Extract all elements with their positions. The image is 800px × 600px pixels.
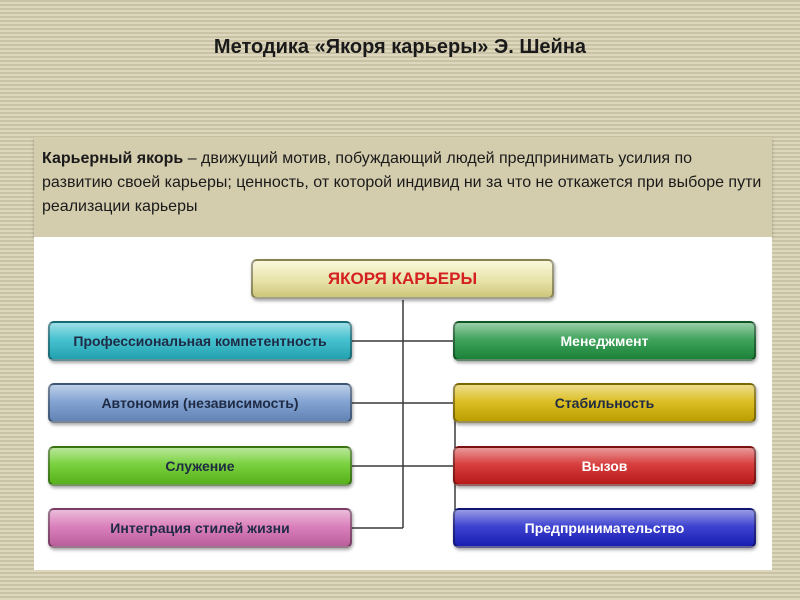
career-anchors-diagram — [34, 237, 772, 570]
definition-box — [34, 137, 772, 237]
anchor-service: Служение — [48, 446, 352, 486]
anchor-challenge: Вызов — [453, 446, 756, 486]
definition-term: Карьерный якорь — [42, 150, 184, 167]
anchor-management: Менеджмент — [453, 321, 756, 361]
definition-text — [42, 147, 767, 219]
anchor-professional-competence: Профессиональная компетентность — [48, 321, 352, 361]
anchor-lifestyle-integration: Интеграция стилей жизни — [48, 508, 352, 548]
anchor-stability: Стабильность — [453, 383, 756, 423]
slide-title: Методика «Якоря карьеры» Э. Шейна — [213, 36, 587, 58]
root-node: ЯКОРЯ КАРЬЕРЫ — [251, 259, 554, 299]
anchor-autonomy: Автономия (независимость) — [48, 383, 352, 423]
anchor-entrepreneurship: Предпринимательство — [453, 508, 756, 548]
definition-body: – движущий мотив, побуждающий людей предпринимать усилия по развитию своей карьеры; ценность, от которой индивид ни за что не откажется при выборе пути реализации карьеры — [42, 150, 762, 215]
